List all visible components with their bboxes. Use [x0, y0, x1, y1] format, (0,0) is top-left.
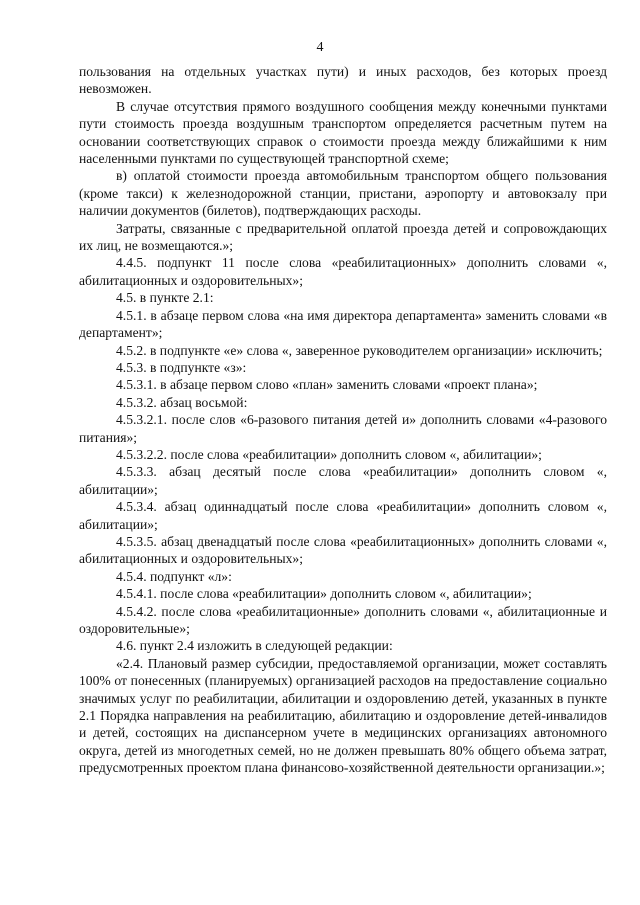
paragraph-auto: в) оплатой стоимости проезда автомобильным транспортом общего пользования (кроме такси) к железнодорожной станции, пристани, аэропорту и автовокзалу при наличии документов (билетов), подтверждающих расходы.	[79, 168, 607, 219]
paragraph-costs: Затраты, связанные с предварительной оплатой проезда детей и сопровождающих их лиц, не возмещаются.»;	[79, 220, 607, 254]
paragraph-4-5-3-5: 4.5.3.5. абзац двенадцатый после слова «реабилитационных» дополнить словами «, абилитационных и оздоровительных»;	[79, 533, 607, 567]
paragraph-continuation: пользования на отдельных участках пути) и иных расходов, без которых проезд невозможен.	[79, 64, 607, 97]
page-number: 4	[316, 40, 324, 55]
paragraph-4-5-3-2: 4.5.3.2. абзац восьмой:	[116, 394, 248, 410]
paragraph-4-6: 4.6. пункт 2.4 изложить в следующей редакции:	[116, 638, 393, 654]
paragraph-4-5-3-4: 4.5.3.4. абзац одиннадцатый после слова «реабилитации» дополнить словом «, абилитации»;	[79, 499, 607, 532]
document-body	[79, 63, 607, 777]
paragraph-4-5: 4.5. в пункте 2.1:	[116, 290, 214, 306]
paragraph-4-5-3-2-2: 4.5.3.2.2. после слова «реабилитации» дополнить словом «, абилитации»;	[116, 446, 542, 462]
paragraph-2-4: «2.4. Плановый размер субсидии, предоставляемой организации, может составлять 100% от понесенных (планируемых) организацией расходов на предоставление социально значимых услуг по реабилитации, абилитации и оздоровлению детей, указанных в пункте 2.1 Порядка направления на реабилитацию, абилитацию и оздоровление детей-инвалидов и детей, состоящих на диспансерном учете в медицинских организациях автономного округа, детей из многодетных семей, но не должен превышать 80% общего объема затрат, предусмотренных проектом плана финансово-хозяйственной деятельности организации.»;	[79, 655, 607, 776]
paragraph-4-5-3-2-1: 4.5.3.2.1. после слов «6-разового питания детей и» дополнить словами «4-разового питания»;	[79, 412, 607, 445]
paragraph-4-4-5: 4.4.5. подпункт 11 после слова «реабилитационных» дополнить словами «, абилитационных и оздоровительных»;	[79, 255, 607, 288]
paragraph-4-5-1: 4.5.1. в абзаце первом слова «на имя директора департамента» заменить словами «в департамент»;	[79, 307, 607, 341]
paragraph-no-air: В случае отсутствия прямого воздушного сообщения между конечными пунктами пути стоимость проезда воздушным транспортом определяется расчетным путем на основании соответствующих справок о стоимости проезда между ближайшими к ним населенными пунктами по существующей транспортной схеме;	[79, 98, 607, 167]
paragraph-4-5-3-1: 4.5.3.1. в абзаце первом слово «план» заменить словами «проект плана»;	[116, 377, 538, 393]
paragraph-4-5-4-1: 4.5.4.1. после слова «реабилитации» дополнить словом «, абилитации»;	[116, 586, 532, 602]
paragraph-4-5-2: 4.5.2. в подпункте «е» слова «, заверенное руководителем организации» исключить;	[116, 342, 603, 358]
paragraph-4-5-4-2: 4.5.4.2. после слова «реабилитационные» дополнить словами «, абилитационные и оздоровительные»;	[79, 603, 607, 636]
paragraph-4-5-3: 4.5.3. в подпункте «з»:	[116, 359, 247, 375]
paragraph-4-5-4: 4.5.4. подпункт «л»:	[116, 568, 232, 584]
paragraph-4-5-3-3: 4.5.3.3. абзац десятый после слова «реабилитации» дополнить словом «, абилитации»;	[79, 464, 607, 497]
